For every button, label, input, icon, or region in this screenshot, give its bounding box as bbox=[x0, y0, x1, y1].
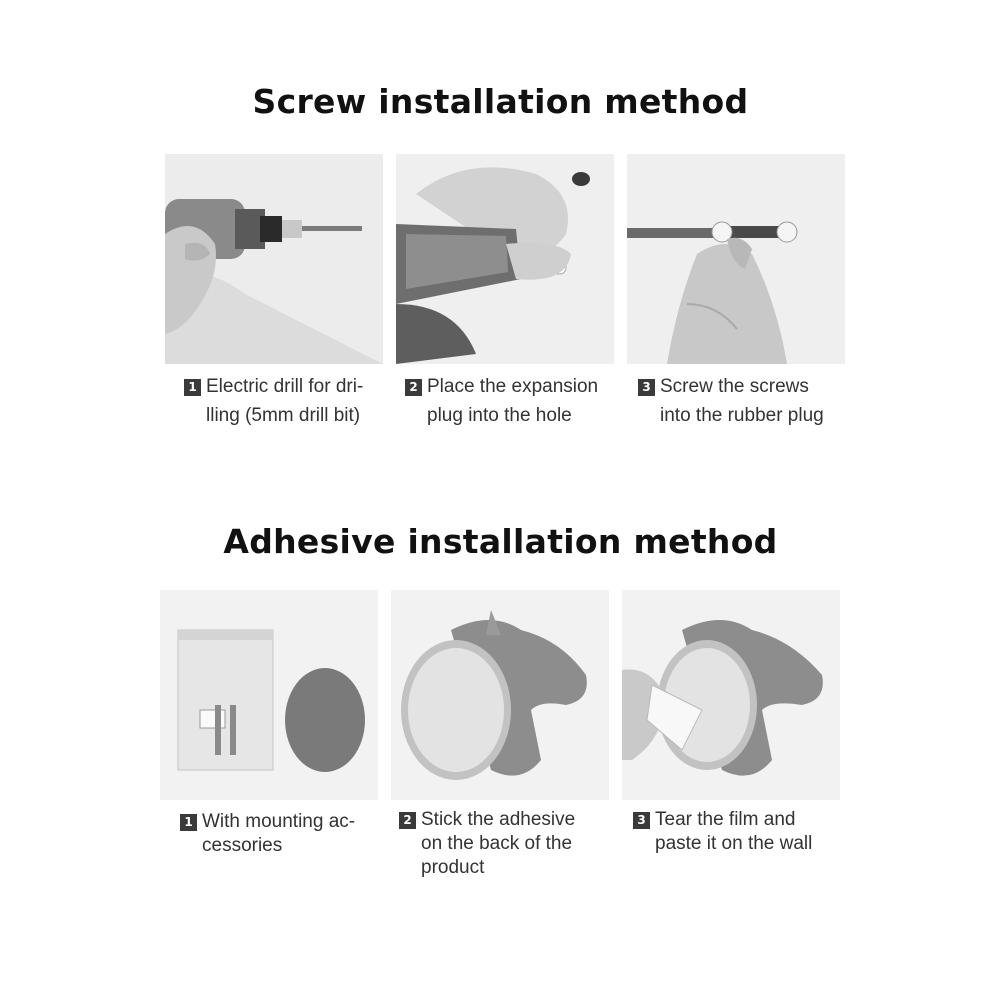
step-badge: 2 bbox=[405, 379, 422, 396]
adhesive-step-1-caption: 1 With mounting ac- cessories bbox=[180, 810, 355, 858]
step-badge: 1 bbox=[180, 814, 197, 831]
screw-section-title: Screw installation method bbox=[252, 82, 749, 121]
tear-film-photo bbox=[622, 590, 840, 800]
screwing-photo bbox=[627, 154, 845, 364]
drill-photo bbox=[165, 154, 383, 364]
adhesive-step-2-caption: 2 Stick the adhesive on the back of the product bbox=[399, 808, 575, 880]
step-badge: 1 bbox=[184, 379, 201, 396]
horse-hook-back-photo bbox=[391, 590, 609, 800]
plug-photo bbox=[396, 154, 614, 364]
screw-step-2-caption: 2 Place the expansion plug into the hole bbox=[405, 372, 598, 430]
step-badge: 3 bbox=[638, 379, 655, 396]
screw-step-1-caption: 1 Electric drill for dri- lling (5mm drill bit) bbox=[184, 372, 363, 430]
step-badge: 2 bbox=[399, 812, 416, 829]
adhesive-section-title: Adhesive installation method bbox=[223, 522, 778, 561]
step-badge: 3 bbox=[633, 812, 650, 829]
adhesive-step-3-caption: 3 Tear the film and paste it on the wall bbox=[633, 808, 812, 856]
screw-step-3-caption: 3 Screw the screws into the rubber plug bbox=[638, 372, 824, 430]
accessories-photo bbox=[160, 590, 378, 800]
